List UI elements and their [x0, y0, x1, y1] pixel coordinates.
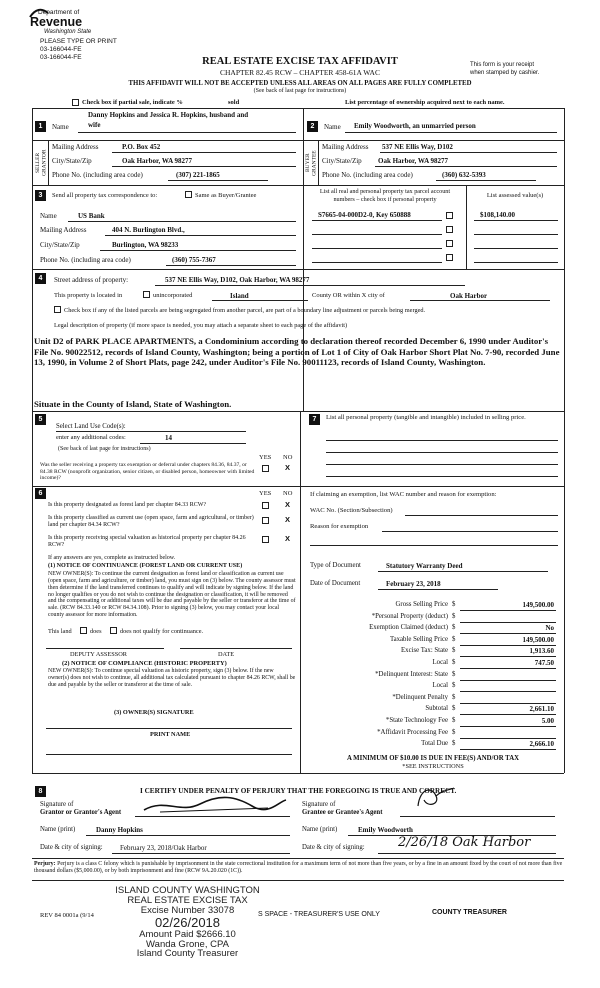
section-6-number: 6	[35, 488, 46, 499]
tax-phone: (360) 755-7367	[172, 256, 216, 264]
dept-line3: Washington State	[44, 29, 92, 35]
sec6-question-2: Is this property classified as current use (open space, farm and agricultural, or timber) land per chapter 84.34 RCW?	[48, 515, 254, 528]
partial-sale-checkbox[interactable]	[72, 99, 79, 106]
grantee-date-city: 2/26/18 Oak Harbor	[398, 835, 531, 850]
seller-mail-label: Mailing Address	[52, 143, 99, 151]
sec5-question-1: Was the seller receiving a property tax exemption or deferral under chapters 84.36, 84.37, or 84.38 RCW (nonprofit organization, senior citizen, or disabled person, homeowner with limited income)?	[40, 462, 255, 482]
grantor-sig-label-1: Signature of	[40, 801, 74, 808]
sec6-q3-yes-checkbox[interactable]	[262, 536, 269, 543]
price-row-currency: $	[452, 693, 456, 701]
form-code-2: 03-166044-FE	[40, 54, 82, 61]
price-row-currency: $	[452, 717, 456, 724]
buyer-phone: (360) 632-5393	[442, 171, 486, 179]
price-row-value: 5.00	[541, 717, 554, 725]
price-row-label: *Affidavit Processing Fee	[377, 728, 448, 736]
county-value: Island	[230, 292, 249, 300]
buyer-mail: 537 NE Ellis Way, D102	[382, 143, 453, 151]
grantee-signature-icon	[410, 784, 460, 810]
county-label: County OR within X city of	[312, 292, 385, 299]
same-as-buyer-label: Same as Buyer/Grantee	[195, 192, 257, 199]
reason-label: Reason for exemption	[310, 523, 369, 530]
segregated-checkbox[interactable]	[54, 306, 61, 313]
section-4-number: 4	[35, 273, 46, 284]
stamp-line-3: Excise Number 33078	[140, 904, 235, 916]
seller-name-line1: Danny Hopkins and Jessica R. Hopkins, husband and	[88, 111, 249, 119]
price-row-currency: $	[452, 659, 456, 666]
price-row-value: 2,661.10	[529, 705, 554, 714]
form-title: REAL ESTATE EXCISE TAX AFFIDAVIT	[202, 56, 398, 67]
street-address: 537 NE Ellis Way, D102, Oak Harbor, WA 98277	[165, 276, 310, 284]
tax-corr-label: Send all property tax correspondence to:	[52, 192, 158, 199]
price-row-value: No	[545, 624, 554, 633]
dept-line1: Department of	[38, 9, 80, 16]
stamp-line-4: 02/26/2018	[154, 914, 221, 930]
does-label: does	[90, 628, 102, 635]
warning-text: THIS AFFIDAVIT WILL NOT BE ACCEPTED UNLESS ALL AREAS ON ALL PAGES ARE FULLY COMPLETED	[128, 80, 472, 87]
seller-city-label: City/State/Zip	[52, 157, 92, 165]
notice2-title: (2) NOTICE OF COMPLIANCE (HISTORIC PROPERTY)	[62, 660, 227, 667]
tax-phone-label: Phone No. (including area code)	[40, 256, 131, 264]
personal-property-checkbox[interactable]	[446, 226, 453, 233]
sec5-q1-yes-checkbox[interactable]	[262, 465, 269, 472]
sec6-q1-no-mark: X	[285, 500, 291, 509]
wac-label: WAC No. (Section/Subsection)	[310, 507, 393, 514]
city-value: Oak Harbor	[450, 292, 488, 300]
perjury-text: Perjury is a class C felony which is punishable by imprisonment in the state correctional institution for a maximum term of not more than five years, or by a fine in an amount fixed by the court of not more than five thousand dollars ($5,000.00), or by both imprisonment and fine (RCW 9A.20.020 (1C)).	[34, 861, 563, 875]
price-row-value: 1,913.60	[529, 647, 554, 656]
price-row-label: *Personal Property (deduct)	[371, 612, 448, 620]
grantee-date-label: Date & city of signing:	[302, 844, 365, 851]
price-row-value: 149,500.00	[522, 635, 554, 644]
owner-signature-label: (3) OWNER(S) SIGNATURE	[114, 709, 194, 716]
personal-property-checkbox[interactable]	[446, 254, 453, 261]
tax-city-label: City/State/Zip	[40, 241, 80, 249]
grantee-sig-label-2: Grantee or Grantee's Agent	[302, 809, 383, 816]
price-row-label: Exemption Claimed (deduct)	[369, 624, 448, 632]
tax-mail-label: Mailing Address	[40, 226, 87, 234]
percentage-note: List percentage of ownership acquired next to each name.	[345, 99, 505, 106]
situate-line: Situate in the County of Island, State of Washington.	[34, 399, 232, 409]
exemption-label: If claiming an exemption, list WAC number and reason for exemption:	[310, 491, 497, 498]
perjury-label: Perjury:	[34, 861, 56, 867]
revision-code: REV 84 0001a (9/14	[40, 912, 94, 919]
certify-statement: I CERTIFY UNDER PENALTY OF PERJURY THAT THE FOREGOING IS TRUE AND CORRECT.	[140, 787, 457, 795]
price-row-label: *Delinquent Penalty	[392, 693, 448, 701]
treasurer-use-only: S SPACE - TREASURER'S USE ONLY	[258, 911, 380, 918]
grantor-date-label: Date & city of signing:	[40, 844, 103, 851]
seller-name-label: Name	[52, 123, 69, 131]
tax-name-label: Name	[40, 212, 57, 220]
personal-property-checkbox[interactable]	[446, 240, 453, 247]
price-row-currency: $	[452, 705, 456, 713]
sec6-question-3: Is this property receiving special valuation as historical property per chapter 84.26 RCW?	[48, 535, 246, 548]
price-row-label: Total Due	[421, 740, 448, 748]
sec6-question-1: Is this property designated as forest land per chapter 84.33 RCW?	[48, 502, 207, 508]
please-type: PLEASE TYPE OR PRINT	[40, 38, 117, 45]
price-row-currency: $	[452, 740, 456, 748]
sec5-yes-header: YES	[259, 454, 272, 461]
stamp-line-6: Wanda Grone, CPA	[146, 938, 229, 950]
seller-name-line2: wife	[88, 121, 101, 129]
print-name-label: PRINT NAME	[150, 731, 191, 738]
sec6-no-header: NO	[283, 490, 293, 497]
street-label: Street address of property:	[54, 276, 129, 284]
segregated-label: Check box if any of the listed parcels are being segregated from another parcel, are part of a boundary line adjustment or parcels being merged.	[64, 307, 426, 314]
seller-phone-label: Phone No. (including area code)	[52, 171, 143, 179]
doc-date-label: Date of Document	[310, 580, 361, 587]
price-row-label: Subtotal	[425, 705, 448, 713]
grantee-name-print: Emily Woodworth	[358, 826, 413, 834]
receipt-note-1: This form is your receipt	[470, 62, 535, 68]
price-row-label: Gross Selling Price	[395, 601, 448, 608]
notice2-body: NEW OWNER(S): To continue special valuation as historic property, sign (3) below. If the new owner(s) does not wish to continue, all additional tax calculated pursuant to chapter 84.26 RCW, shall be due and payable by the seller or transferor at the time of sale.	[48, 668, 296, 688]
sec6-q1-yes-checkbox[interactable]	[262, 502, 269, 509]
grantor-sig-label-2: Grantor or Grantor's Agent	[40, 809, 122, 816]
stamp-line-7: Island County Treasurer	[136, 948, 239, 960]
price-row-currency: $	[452, 635, 456, 643]
seller-city: Oak Harbor, WA 98277	[122, 157, 193, 165]
price-row-label: *Delinquent Interest: State	[375, 670, 448, 678]
section-1-number: 1	[35, 121, 46, 132]
price-row-label: Local	[432, 659, 448, 666]
stamp-line-2: REAL ESTATE EXCISE TAX	[127, 894, 248, 906]
buyer-city-label: City/State/Zip	[322, 157, 362, 165]
land-use-code: 14	[165, 434, 172, 442]
price-row-label: Local	[432, 682, 448, 690]
partial-sold-label: sold	[228, 99, 240, 106]
does-not-label: does not qualify for continuance.	[120, 628, 204, 635]
sec6-if-any: If any answers are yes, complete as instructed below.	[48, 555, 176, 561]
see-instructions-note: *SEE INSTRUCTIONS	[402, 763, 464, 770]
grantor-name-print: Danny Hopkins	[96, 826, 143, 834]
perjury-statement	[34, 861, 564, 875]
price-row-value: 149,500.00	[522, 601, 554, 609]
price-row-label: Excise Tax: State	[401, 647, 448, 655]
deputy-assessor-label: DEPUTY ASSESSOR	[70, 651, 127, 658]
buyer-name-label: Name	[324, 123, 341, 131]
price-row-currency: $	[452, 670, 456, 678]
doc-type: Statutory Warranty Deed	[386, 562, 463, 570]
section-5-number: 5	[35, 414, 46, 425]
seller-mail: P.O. Box 452	[122, 143, 161, 151]
stamp-line-5: Amount Paid $2666.10	[139, 928, 236, 940]
sec5-no-header: NO	[283, 454, 293, 461]
sec6-q2-no-mark: X	[285, 515, 291, 524]
unincorporated-label: unincorporated	[153, 292, 193, 299]
sec6-q2-yes-checkbox[interactable]	[262, 517, 269, 524]
county-treasurer-label: COUNTY TREASURER	[432, 909, 507, 916]
price-row-currency: $	[452, 647, 456, 655]
grantor-signature-icon	[140, 794, 290, 816]
same-as-buyer-checkbox[interactable]	[185, 191, 192, 198]
notice1-body: NEW OWNER(S): To continue the current designation as forest land or classification as current use (open space, farm and agriculture, or timber) land, you must sign on (3) below. The county assessor must then determine if the land transferred continues to qualify and will indicate by signing below. If the land no longer qualifies or you do not wish to continue the designation or classification, it will be removed and the compensating or additional taxes will be due and payable by the seller or transferor at the time of sale. (RCW 84.33.140 or RCW 84.34.108). Prior to signing (3) below, you may contact your local county assessor for more information.	[48, 571, 296, 619]
price-row-currency: $	[452, 601, 456, 608]
stamp-line-1: ISLAND COUNTY WASHINGTON	[115, 885, 260, 896]
assessed-header: List assessed value(s)	[486, 192, 544, 199]
parcel-header-1: List all real and personal property tax parcel account	[319, 188, 451, 195]
legal-description: Unit D2 of PARK PLACE APARTMENTS, a Condominium according to declaration thereof recorded December 6, 1990 under Auditor's File No. 90022512, records of Island County, Washington; being a portion of Lot 1 of City of Oak Harbor Short Plat No. 7-90, recorded June 13, 1990, in Volume 2 of Short Plats, page 242, under Auditor's File No. 90011123, records of Island County, Washington.	[34, 336, 560, 368]
land-use-label: Select Land Use Code(s):	[56, 423, 246, 432]
additional-codes-label: enter any additional codes:	[56, 434, 126, 441]
grantor-name-label: Name (print)	[40, 826, 76, 833]
located-label: This property is located in	[54, 292, 123, 299]
tax-name: US Bank	[78, 212, 105, 220]
section-7-number: 7	[309, 414, 320, 425]
legal-desc-label: Legal description of property (if more space is needed, you may attach a separate sheet to each page of the affidavit)	[54, 322, 348, 329]
price-row-value: 747.50	[534, 659, 554, 667]
personal-property-label: List all personal property (tangible and intangible) included in selling price.	[326, 414, 526, 421]
tax-mail: 404 N. Burlington Blvd.,	[112, 226, 185, 234]
doc-type-label: Type of Document	[310, 562, 361, 569]
doc-date: February 23, 2018	[386, 580, 441, 588]
does-not-qualify-checkbox[interactable]	[110, 627, 117, 634]
partial-sale-label: Check box if partial sale, indicate %	[82, 99, 183, 106]
buyer-name: Emily Woodworth, an unmarried person	[354, 122, 476, 130]
receipt-note-2: when stamped by cashier.	[470, 70, 540, 76]
does-qualify-checkbox[interactable]	[80, 627, 87, 634]
parcel-header-2: numbers – check box if personal property	[333, 196, 437, 203]
dept-line2: Revenue	[30, 15, 83, 29]
price-row-currency: $	[452, 612, 456, 620]
sec6-yes-header: YES	[259, 490, 272, 497]
sec5-q1-no-mark: X	[285, 463, 291, 472]
buyer-phone-label: Phone No. (including area code)	[322, 171, 413, 179]
tax-city: Burlington, WA 98233	[112, 241, 179, 249]
price-row-currency: $	[452, 728, 456, 736]
parcel-number: S7665-04-000D2-0, Key 650888	[318, 211, 411, 219]
buyer-side-label: BUYER GRANTEE	[305, 150, 318, 176]
seller-phone: (307) 221-1865	[176, 171, 220, 179]
notice1-title: (1) NOTICE OF CONTINUANCE (FOREST LAND OR CURRENT USE)	[48, 563, 243, 569]
section-8-number: 8	[35, 786, 46, 797]
deputy-date-label: DATE	[218, 651, 235, 658]
grantee-sig-label-1: Signature of	[302, 801, 336, 808]
price-row-label: Taxable Selling Price	[389, 635, 448, 643]
sec5-see-back: (See back of last page for instructions)	[58, 446, 151, 452]
grantee-name-label: Name (print)	[302, 826, 338, 833]
section-2-number: 2	[307, 121, 318, 132]
price-row-value: 2,666.10	[529, 740, 554, 749]
minimum-due-note: A MINIMUM OF $10.00 IS DUE IN FEE(S) AND/OR TAX	[346, 755, 520, 762]
grantor-date-city: February 23, 2018/Oak Harbor	[120, 844, 207, 852]
treasurer-stamp	[100, 886, 275, 959]
sec6-q3-no-mark: X	[285, 534, 291, 543]
price-row-currency: $	[452, 682, 456, 690]
section-3-number: 3	[35, 190, 46, 201]
price-row-currency: $	[452, 624, 456, 632]
personal-property-checkbox[interactable]	[446, 212, 453, 219]
unincorporated-checkbox[interactable]	[143, 291, 150, 298]
see-back-note: (See back of last page for instructions)	[253, 88, 347, 94]
buyer-mail-label: Mailing Address	[322, 143, 369, 151]
form-subtitle: CHAPTER 82.45 RCW – CHAPTER 458-61A WAC	[220, 68, 380, 77]
form-code-1: 03-166044-FE	[40, 46, 82, 53]
parcel-value: $108,140.00	[480, 211, 515, 219]
this-land-label: This land	[48, 628, 72, 635]
price-row-label: *State Technology Fee	[385, 717, 448, 724]
seller-side-label: SELLER GRANTOR	[35, 149, 48, 177]
buyer-city: Oak Harbor, WA 98277	[378, 157, 449, 165]
